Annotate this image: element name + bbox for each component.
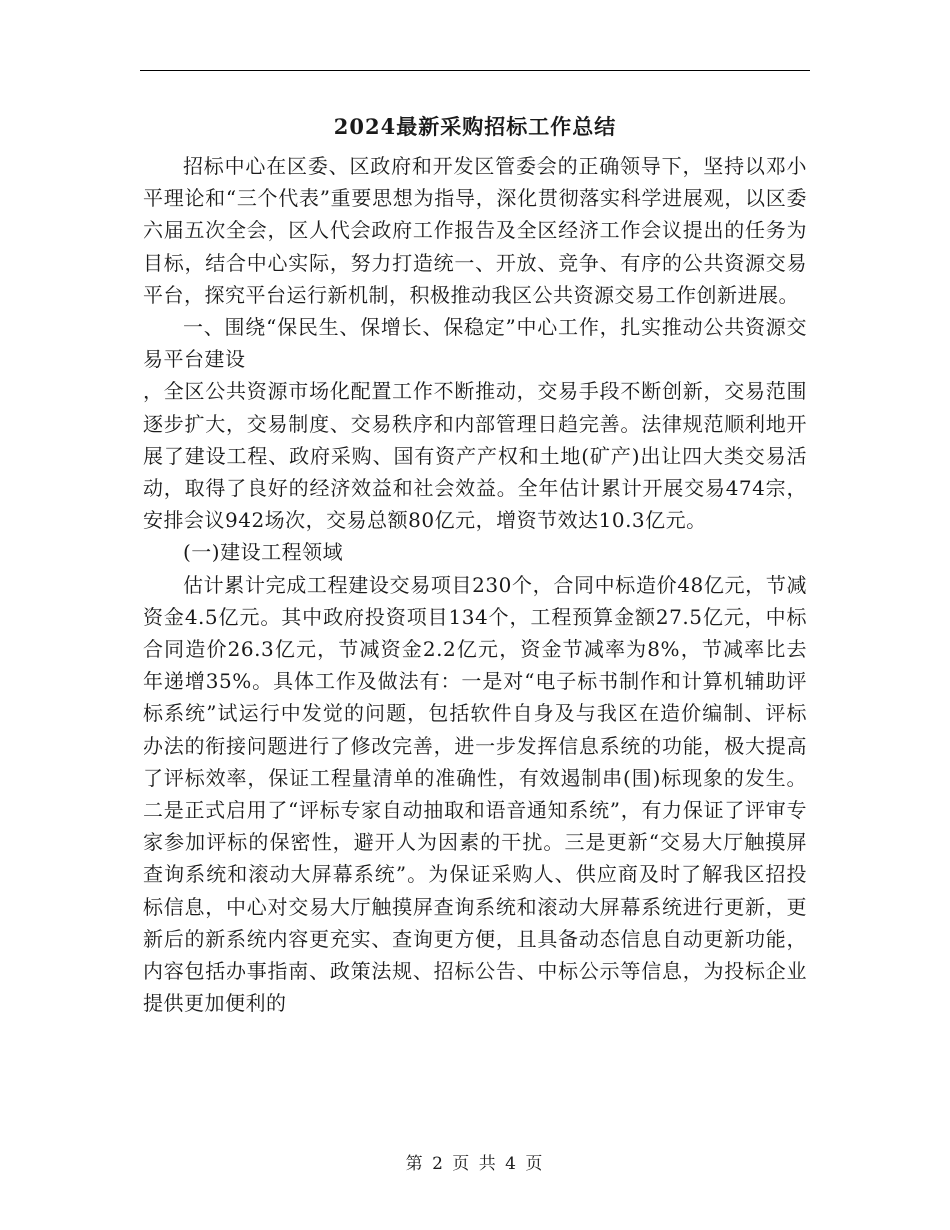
subsection-heading-1: (一)建设工程领域 <box>183 540 344 565</box>
paragraph-construction: 估计累计完成工程建设交易项目230个，合同中标造价48亿元，节减资金4.5亿元。其中政府投资项目134个，工程预算金额27.5亿元，中标合同造价26.3亿元，节减资金2.2亿元，资金节减率为8%，节减率比去年递增35%。具体工作及做法有：一是对“电子标书制作和计算机辅助评标系统”试运行中发觉的问题，包括软件自身及与我区在造价编制、评标办法的衔接问题进行了修改完善，进一步发挥信息系统的功能，极大提高了评标效率，保证工程量清单的准确性，有效遏制串(围)标现象的发生。二是正式启用了“评标专家自动抽取和语音通知系统”，有力保证了评审专家参加评标的保密性，避开人为因素的干扰。三是更新“交易大厅触摸屏查询系统和滚动大屏幕系统”。为保证采购人、供应商及时了解我区招投标信息，中心对交易大厅触摸屏查询系统和滚动大屏幕系统进行更新，更新后的新系统内容更充实、查询更方便，且具备动态信息自动更新功能，内容包括办事指南、政策法规、招标公告、中标公示等信息，为投标企业提供更加便利的 <box>143 572 807 1016</box>
document-body <box>143 150 807 1019</box>
page-number-footer: 第 2 页 共 4 页 <box>405 1154 545 1174</box>
paragraph-intro: 招标中心在区委、区政府和开发区管委会的正确领导下，坚持以邓小平理论和“三个代表”重要思想为指导，深化贯彻落实科学进展观，以区委六届五次全会，区人代会政府工作报告及全区经济工作会议提出的任务为目标，结合中心实际，努力打造统一、开放、竞争、有序的公共资源交易平台，探究平台运行新机制，积极推动我区公共资源交易工作创新进展。 <box>143 154 807 307</box>
section-heading-1: 一、围绕“保民生、保增长、保稳定”中心工作，扎实推动公共资源交易平台建设 <box>143 315 807 372</box>
header-rule <box>140 70 810 71</box>
document-title: 2024最新采购招标工作总结 <box>333 114 617 139</box>
paragraph-overview: ，全区公共资源市场化配置工作不断推动，交易手段不断创新，交易范围逐步扩大，交易制度、交易秩序和内部管理日趋完善。法律规范顺利地开展了建设工程、政府采购、国有资产产权和土地(矿产)出让四大类交易活动，取得了良好的经济效益和社会效益。全年估计累计开展交易474宗，安排会议942场次，交易总额80亿元，增资节效达10.3亿元。 <box>143 379 807 533</box>
